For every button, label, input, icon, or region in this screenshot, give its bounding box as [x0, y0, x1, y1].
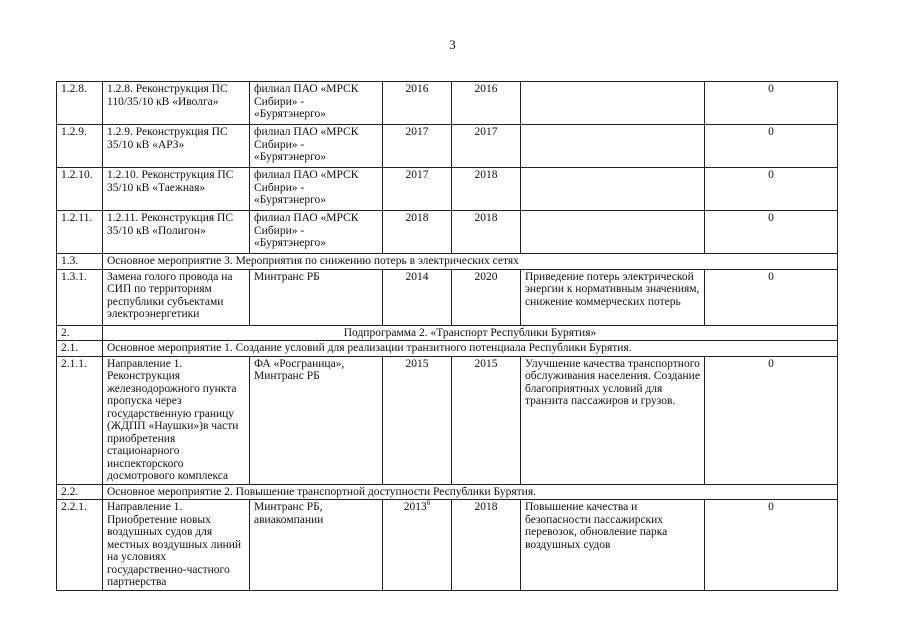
end-year: 2018	[452, 168, 521, 211]
footnote-mark: 6	[426, 499, 431, 508]
table-row	[57, 356, 838, 484]
row-number: 1.2.8.	[57, 82, 103, 125]
measure-name: Направление 1. Приобретение новых воздушных судов для местных воздушных линий на условиях государственно-частного партнерства	[103, 500, 250, 591]
measure-name: 1.2.10. Реконструкция ПС 35/10 кВ «Таежная»	[103, 168, 250, 211]
program-table	[56, 81, 838, 591]
section-row	[57, 341, 838, 357]
end-year: 2018	[452, 211, 521, 254]
executor: ФА «Росграница», Минтранс РБ	[250, 356, 383, 484]
row-number: 1.2.10.	[57, 168, 103, 211]
executor: филиал ПАО «МРСК Сибири» - «Бурятэнерго»	[250, 168, 383, 211]
executor: филиал ПАО «МРСК Сибири» - «Бурятэнерго»	[250, 125, 383, 168]
page-number: 3	[449, 37, 456, 52]
indicator-value: 0	[705, 168, 838, 211]
executor: Минтранс РБ	[250, 269, 383, 325]
subprogram-row	[57, 325, 838, 341]
indicator-value: 0	[705, 125, 838, 168]
expected-result: Улучшение качества транспортного обслуживания населения. Создание благоприятных условий для транзита пассажиров и грузов.	[521, 356, 705, 484]
row-number: 1.2.11.	[57, 211, 103, 254]
measure-name: Замена голого провода на СИП по территориям республики субъектами электроэнергетики	[103, 269, 250, 325]
executor: Минтранс РБ, авиакомпании	[250, 500, 383, 591]
row-number: 2.2.1.	[57, 500, 103, 591]
section-number: 2.1.	[57, 341, 103, 357]
row-number: 1.2.9.	[57, 125, 103, 168]
executor: филиал ПАО «МРСК Сибири» - «Бурятэнерго»	[250, 211, 383, 254]
section-row	[57, 254, 838, 270]
expected-result: Повышение качества и безопасности пассажирских перевозок, обновление парка воздушных судов	[521, 500, 705, 591]
executor: филиал ПАО «МРСК Сибири» - «Бурятэнерго»	[250, 82, 383, 125]
subprogram-title: Подпрограмма 2. «Транспорт Республики Бурятия»	[103, 325, 838, 341]
table-row	[57, 125, 838, 168]
indicator-value: 0	[705, 356, 838, 484]
expected-result: Приведение потерь электрической энергии к нормативным значениям, снижение коммерческих потерь	[521, 269, 705, 325]
start-year: 2016	[383, 82, 452, 125]
start-year: 2015	[383, 356, 452, 484]
section-number: 2.2.	[57, 484, 103, 500]
start-year: 2013	[403, 501, 427, 513]
section-title: Основное мероприятие 1. Создание условий для реализации транзитного потенциала Республики Бурятия.	[103, 341, 838, 357]
end-year: 2016	[452, 82, 521, 125]
measure-name: 1.2.9. Реконструкция ПС 35/10 кВ «АРЗ»	[103, 125, 250, 168]
expected-result	[521, 211, 705, 254]
expected-result	[521, 125, 705, 168]
start-year: 2017	[383, 125, 452, 168]
indicator-value: 0	[705, 500, 838, 591]
start-year: 2017	[383, 168, 452, 211]
end-year: 2018	[452, 500, 521, 591]
end-year: 2015	[452, 356, 521, 484]
section-title: Основное мероприятие 3. Мероприятия по снижению потерь в электрических сетях	[103, 254, 838, 270]
end-year: 2017	[452, 125, 521, 168]
table-row	[57, 82, 838, 125]
end-year: 2020	[452, 269, 521, 325]
indicator-value: 0	[705, 269, 838, 325]
measure-name: 1.2.8. Реконструкция ПС 110/35/10 кВ «Иволга»	[103, 82, 250, 125]
section-row	[57, 484, 838, 500]
subprogram-number: 2.	[57, 325, 103, 341]
table-row	[57, 269, 838, 325]
expected-result	[521, 168, 705, 211]
table-row	[57, 211, 838, 254]
measure-name: 1.2.11. Реконструкция ПС 35/10 кВ «Полигон»	[103, 211, 250, 254]
measure-name: Направление 1. Реконструкция железнодорожного пункта пропуска через государственную границу (ЖДПП «Наушки»)в части приобретения стационарного инспекторского досмотрового комплекса	[103, 356, 250, 484]
table-row	[57, 168, 838, 211]
indicator-value: 0	[705, 82, 838, 125]
section-title: Основное мероприятие 2. Повышение транспортной доступности Республики Бурятия.	[103, 484, 838, 500]
expected-result	[521, 82, 705, 125]
indicator-value: 0	[705, 211, 838, 254]
table-row	[57, 500, 838, 591]
start-year: 2014	[383, 269, 452, 325]
row-number: 2.1.1.	[57, 356, 103, 484]
start-year: 2018	[383, 211, 452, 254]
start-year-cell	[383, 500, 452, 591]
section-number: 1.3.	[57, 254, 103, 270]
row-number: 1.3.1.	[57, 269, 103, 325]
